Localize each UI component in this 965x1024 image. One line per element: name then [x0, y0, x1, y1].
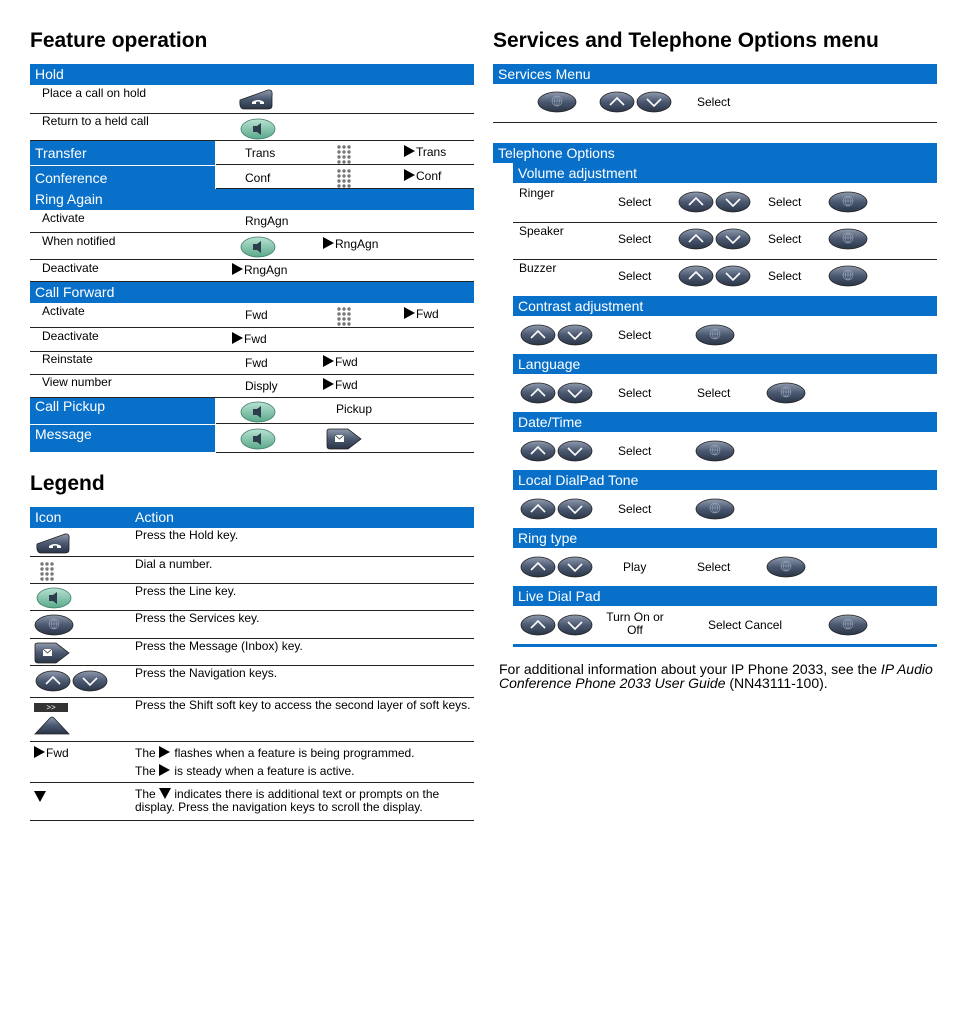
services-key-icon: [828, 228, 868, 250]
services-key-icon: [828, 191, 868, 213]
transfer-row: [216, 141, 474, 165]
line-key-icon: [240, 428, 276, 450]
services-key-icon: [766, 556, 806, 578]
legend-more-text: The indicates there is additional text or prompts on the display. Press the navigation keys to scroll the display.: [135, 787, 440, 814]
pickup-label: Call Pickup: [30, 398, 216, 424]
datetime-row: [513, 432, 937, 470]
ringagain-notified-label: When notified: [42, 234, 116, 248]
dial-pad-icon: [39, 561, 55, 581]
line-key-icon: [36, 587, 72, 609]
pickup-softkey: Pickup: [336, 402, 373, 416]
speaker-select-2: Select: [768, 232, 802, 246]
prompt-arrow-icon: [34, 746, 45, 758]
language-select-2: Select: [697, 386, 731, 400]
ringtype-row: [513, 548, 937, 586]
services-menu-header: Services Menu: [493, 64, 937, 84]
dial-pad-icon: [336, 306, 352, 326]
legend-header: [30, 507, 474, 528]
navigation-keys-icon: [520, 498, 594, 520]
legend-col-action: Action: [135, 509, 174, 525]
services-key-icon: [828, 265, 868, 287]
shift-key-icon: [34, 715, 70, 735]
volume-ringer-row: [513, 183, 937, 223]
navigation-keys-icon: [678, 228, 752, 250]
more-down-arrow-icon: [34, 788, 46, 806]
forward-deactivate-prompt: Fwd: [232, 332, 267, 346]
message-row: [216, 424, 474, 453]
transfer-label: Transfer: [30, 141, 216, 165]
dialpad-tone-row: [513, 490, 937, 528]
hold-key-icon: [238, 88, 274, 110]
livedial-select-cancel: Select Cancel: [708, 618, 783, 632]
language-row: [513, 374, 937, 412]
navigation-keys-icon: [599, 91, 673, 113]
legend-services-text: Press the Services key.: [135, 611, 260, 625]
prompt-arrow-icon: [404, 145, 415, 157]
ringagain-notified-row: [30, 233, 474, 260]
ringagain-activate-row: [30, 210, 474, 233]
ringagain-deactivate-row: [30, 260, 474, 282]
legend-row-services: [30, 611, 474, 639]
ringagain-deactivate-prompt: RngAgn: [232, 263, 287, 277]
legend-row-nav: [30, 666, 474, 698]
transfer-softkey: Trans: [245, 146, 276, 160]
legend-shift-text: Press the Shift soft key to access the second layer of soft keys.: [135, 698, 471, 712]
services-key-icon: [695, 324, 735, 346]
speaker-select-1: Select: [618, 232, 652, 246]
services-key-icon: [766, 382, 806, 404]
feature-title: Feature operation: [30, 29, 208, 52]
forward-header: Call Forward: [30, 282, 474, 303]
ringtype-play: Play: [623, 560, 647, 574]
prompt-arrow-icon: [232, 332, 243, 344]
livedial-row: [513, 606, 937, 647]
forward-reinstate-label: Reinstate: [42, 352, 93, 366]
ringagain-header: Ring Again: [30, 189, 474, 210]
navigation-keys-icon: [520, 556, 594, 578]
datetime-header: Date/Time: [513, 412, 937, 432]
services-key-icon: [695, 498, 735, 520]
forward-activate-label: Activate: [42, 304, 85, 318]
forward-deactivate-row: [30, 328, 474, 352]
dialpad-tone-select: Select: [618, 502, 652, 516]
dial-pad-icon: [336, 144, 352, 164]
message-key-icon: [34, 642, 70, 664]
hold-return-row: [30, 114, 474, 141]
volume-speaker-row: [513, 223, 937, 260]
legend-nav-text: Press the Navigation keys.: [135, 666, 278, 680]
prompt-arrow-icon: [159, 764, 170, 776]
prompt-arrow-icon: [323, 237, 334, 249]
prompt-arrow-icon: [232, 263, 243, 275]
contrast-select: Select: [618, 328, 652, 342]
navigation-keys-icon: [678, 265, 752, 287]
buzzer-label: Buzzer: [519, 261, 557, 275]
forward-view-prompt: Fwd: [323, 378, 358, 392]
livedial-turn-on: Turn On or Off: [606, 610, 664, 637]
prompt-arrow-icon: [404, 307, 415, 319]
language-select-1: Select: [618, 386, 652, 400]
datetime-select: Select: [618, 444, 652, 458]
conference-softkey: Conf: [245, 171, 271, 185]
legend-line-text: Press the Line key.: [135, 584, 237, 598]
legend-row-more: [30, 783, 474, 821]
legend-col-icon: Icon: [35, 509, 62, 525]
services-key-icon: [695, 440, 735, 462]
forward-reinstate-row: [30, 352, 474, 375]
forward-view-label: View number: [42, 375, 112, 389]
shift-softkey-icon: >>: [34, 703, 68, 712]
services-key-icon: [34, 614, 74, 636]
line-key-icon: [240, 236, 276, 258]
hold-return-label: Return to a held call: [42, 114, 149, 128]
navigation-keys-icon: [520, 614, 594, 636]
ringtype-header: Ring type: [513, 528, 937, 548]
ringer-select-1: Select: [618, 195, 652, 209]
language-header: Language: [513, 354, 937, 374]
ringagain-deactivate-label: Deactivate: [42, 261, 99, 275]
legend-row-fwd: [30, 742, 474, 783]
speaker-label: Speaker: [519, 224, 564, 238]
legend-row-message: [30, 639, 474, 666]
navigation-keys-icon: [520, 382, 594, 404]
services-menu-select: Select: [697, 95, 731, 109]
forward-view-row: [30, 375, 474, 398]
conference-label: Conference: [30, 165, 216, 189]
message-key-icon: [326, 428, 362, 450]
services-menu-row: [493, 84, 937, 123]
forward-softkey: Fwd: [245, 308, 268, 322]
forward-view-softkey: Disply: [245, 379, 278, 393]
forward-activate-prompt: Fwd: [404, 307, 439, 321]
ringer-label: Ringer: [519, 186, 555, 200]
legend-steady-text: The is steady when a feature is active.: [135, 764, 355, 778]
volume-header: Volume adjustment: [513, 163, 937, 183]
user-guide-title: IP Audio Conference Phone 2033 User Guide: [499, 661, 933, 691]
legend-row-shift: [30, 698, 474, 742]
legend-flash-text: The flashes when a feature is being programmed.: [135, 746, 415, 760]
prompt-arrow-icon: [159, 746, 170, 758]
legend-title: Legend: [30, 472, 105, 495]
contrast-row: [513, 316, 937, 354]
legend-dial-text: Dial a number.: [135, 557, 213, 571]
ringagain-softkey: RngAgn: [245, 214, 289, 228]
options-header: Telephone Options: [493, 143, 937, 163]
forward-deactivate-label: Deactivate: [42, 329, 99, 343]
navigation-keys-icon: [35, 670, 109, 692]
ringagain-activate-label: Activate: [42, 211, 85, 225]
message-label: Message: [30, 424, 216, 452]
hold-place-label: Place a call on hold: [42, 86, 147, 100]
services-title: Services and Telephone Options menu: [493, 29, 879, 52]
navigation-keys-icon: [520, 324, 594, 346]
dialpad-tone-header: Local DialPad Tone: [513, 470, 937, 490]
buzzer-select-2: Select: [768, 269, 802, 283]
footnote: For additional information about your IP Phone 2033, see the IP Audio Conference Phone 2033 User Guide (NN43111-100).: [499, 661, 933, 691]
contrast-header: Contrast adjustment: [513, 296, 937, 316]
forward-activate-row: [30, 303, 474, 328]
pickup-row: [216, 398, 474, 424]
navigation-keys-icon: [678, 191, 752, 213]
legend-row-hold: [30, 528, 474, 557]
ringer-select-2: Select: [768, 195, 802, 209]
ringagain-notified-prompt: RngAgn: [323, 237, 378, 251]
legend-row-dial: [30, 557, 474, 584]
legend-hold-text: Press the Hold key.: [135, 528, 239, 542]
down-arrow-icon: [159, 788, 171, 799]
forward-reinstate-softkey: Fwd: [245, 356, 268, 370]
conference-prompt: Conf: [404, 169, 441, 183]
fwd-prompt-icon: Fwd: [34, 746, 69, 760]
hold-header: Hold: [30, 64, 474, 85]
transfer-prompt: Trans: [404, 145, 446, 159]
line-key-icon: [240, 118, 276, 140]
prompt-arrow-icon: [323, 355, 334, 367]
navigation-keys-icon: [520, 440, 594, 462]
prompt-arrow-icon: [404, 169, 415, 181]
buzzer-select-1: Select: [618, 269, 652, 283]
prompt-arrow-icon: [323, 378, 334, 390]
services-key-icon: [537, 91, 577, 113]
line-key-icon: [240, 401, 276, 423]
legend-message-text: Press the Message (Inbox) key.: [135, 639, 303, 653]
livedial-header: Live Dial Pad: [513, 586, 937, 606]
services-key-icon: [828, 614, 868, 636]
ringtype-select: Select: [697, 560, 731, 574]
legend-row-line: [30, 584, 474, 611]
volume-buzzer-row: [513, 260, 937, 296]
forward-reinstate-prompt: Fwd: [323, 355, 358, 369]
dial-pad-icon: [336, 168, 352, 188]
hold-key-icon: [35, 532, 71, 554]
hold-place-row: [30, 85, 474, 114]
conference-row: [216, 165, 474, 189]
